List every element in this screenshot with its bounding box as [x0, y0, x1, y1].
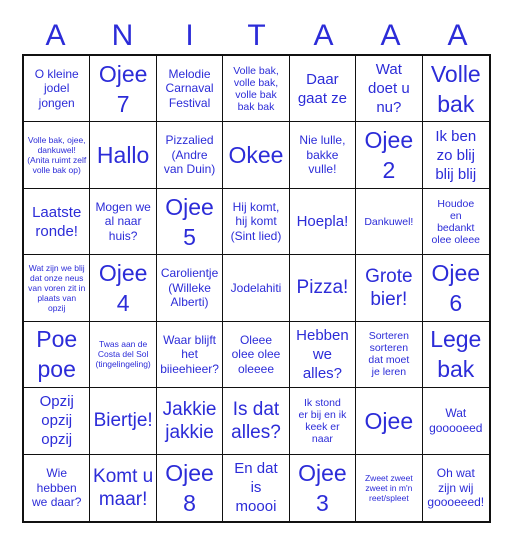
bingo-cell[interactable]: [423, 56, 489, 122]
bingo-cell[interactable]: [290, 255, 356, 321]
bingo-cell-text: Dankuwel!: [364, 215, 414, 228]
bingo-cell-text: Ojee 2: [364, 127, 414, 184]
bingo-cell-text: Wat gooooeed: [429, 406, 483, 435]
bingo-cell[interactable]: [356, 255, 422, 321]
bingo-cell[interactable]: [24, 455, 90, 521]
bingo-cell-text: Ojee 6: [431, 259, 481, 316]
bingo-cell-text: Jodelahiti: [230, 280, 282, 295]
bingo-cell[interactable]: [356, 56, 422, 122]
bingo-cell[interactable]: [423, 255, 489, 321]
bingo-cell[interactable]: [157, 455, 223, 521]
bingo-cell[interactable]: [423, 455, 489, 521]
bingo-cell[interactable]: [356, 455, 422, 521]
bingo-board: [22, 54, 491, 523]
bingo-cell-text: Ik ben zo blij blij blij: [435, 127, 477, 183]
bingo-cell[interactable]: [157, 56, 223, 122]
bingo-cell-text: Is dat alles?: [231, 398, 281, 443]
bingo-cell[interactable]: [356, 189, 422, 255]
bingo-cell-text: Komt u maar!: [93, 465, 154, 510]
bingo-cell[interactable]: [223, 455, 289, 521]
bingo-cell[interactable]: [290, 56, 356, 122]
bingo-cell[interactable]: [423, 322, 489, 388]
bingo-cell-text: Jakkie jakkie: [162, 398, 217, 443]
header-letter: A: [380, 19, 401, 52]
bingo-cell[interactable]: [223, 122, 289, 188]
bingo-cell-text: Ojee 7: [98, 60, 148, 117]
bingo-cell-text: Nie lulle, bakke vulle!: [299, 133, 346, 177]
bingo-cell-text: Hallo: [96, 142, 150, 169]
bingo-cell[interactable]: [90, 388, 156, 454]
bingo-cell[interactable]: [290, 122, 356, 188]
bingo-cell-text: Laatste ronde!: [32, 203, 82, 240]
bingo-header: [22, 18, 491, 54]
bingo-cell[interactable]: [90, 455, 156, 521]
bingo-cell[interactable]: [290, 322, 356, 388]
bingo-cell[interactable]: [356, 322, 422, 388]
bingo-cell[interactable]: [157, 189, 223, 255]
header-letter: A: [447, 19, 468, 52]
bingo-cell[interactable]: [423, 122, 489, 188]
bingo-cell[interactable]: [90, 122, 156, 188]
bingo-cell-text: Daar gaat ze: [297, 70, 348, 107]
bingo-cell-text: O kleine jodel jongen: [34, 66, 79, 110]
bingo-cell-text: Ojee: [364, 407, 414, 434]
bingo-cell[interactable]: [290, 388, 356, 454]
bingo-cell-text: Volle bak, volle bak, volle bak bak bak: [233, 64, 279, 113]
bingo-cell[interactable]: [24, 122, 90, 188]
bingo-cell-text: Volle bak, ojee, dankuwel! (Anita ruimt zelf volle bak op): [27, 135, 87, 176]
bingo-cell-text: Hoepla!: [296, 213, 349, 231]
bingo-cell[interactable]: [157, 388, 223, 454]
bingo-cell-text: Biertje!: [93, 410, 153, 432]
bingo-cell-text: Oleee olee olee oleeee: [231, 332, 281, 376]
bingo-cell-text: Poe poe: [36, 326, 78, 383]
bingo-cell[interactable]: [290, 189, 356, 255]
bingo-cell[interactable]: [24, 56, 90, 122]
bingo-cell-text: Twas aan de Costa del Sol (tingelingeling): [95, 339, 151, 370]
bingo-cell-text: Opzij opzij opzij: [39, 393, 74, 449]
bingo-cell-text: Okee: [228, 142, 284, 169]
bingo-cell-text: Wat zijn we blij dat onze neus van voren zit in plaats van opzij: [28, 262, 86, 313]
bingo-cell[interactable]: [290, 455, 356, 521]
bingo-cell[interactable]: [90, 56, 156, 122]
bingo-cell[interactable]: [90, 255, 156, 321]
bingo-cell-text: Wie hebben we daar?: [32, 466, 82, 510]
bingo-cell-text: Ik stond er bij en ik keek er naar: [298, 396, 347, 445]
bingo-cell[interactable]: [157, 255, 223, 321]
header-letter: A: [313, 19, 334, 52]
bingo-cell-text: Hij komt, hij komt (Sint lied): [230, 199, 282, 243]
bingo-cell[interactable]: [24, 189, 90, 255]
bingo-cell[interactable]: [423, 388, 489, 454]
bingo-cell-text: Houdoe en bedankt olee oleee: [431, 197, 481, 246]
bingo-cell-text: Zweet zweet zweet in m'n reet/spleet: [364, 472, 413, 503]
bingo-cell-text: Sorteren sorteren dat moet je leren: [368, 330, 410, 379]
bingo-cell-text: Ojee 8: [165, 459, 214, 516]
bingo-cell-text: Mogen we al naar huis?: [95, 199, 151, 243]
header-letter: T: [247, 19, 266, 52]
bingo-cell-text: Ojee 3: [298, 459, 347, 516]
bingo-cell[interactable]: [356, 122, 422, 188]
bingo-cell[interactable]: [356, 388, 422, 454]
bingo-cell-text: Volle bak: [430, 60, 481, 117]
bingo-cell[interactable]: [24, 388, 90, 454]
bingo-cell[interactable]: [223, 388, 289, 454]
bingo-cell[interactable]: [90, 322, 156, 388]
bingo-cell-text: Lege bak: [430, 326, 482, 383]
bingo-cell-text: Carolientje (Willeke Alberti): [160, 266, 219, 310]
bingo-cell[interactable]: [157, 322, 223, 388]
bingo-cell[interactable]: [223, 255, 289, 321]
bingo-cell[interactable]: [24, 255, 90, 321]
bingo-cell-text: Melodie Carnaval Festival: [165, 66, 214, 110]
bingo-cell[interactable]: [423, 189, 489, 255]
bingo-cell-text: Pizza!: [296, 277, 349, 299]
bingo-cell-text: Oh wat zijn wij goooeeed!: [427, 466, 485, 510]
bingo-cell-text: Pizzalied (Andre van Duin): [163, 133, 216, 177]
header-letter: I: [185, 19, 194, 52]
header-letter: N: [111, 19, 134, 52]
bingo-cell[interactable]: [90, 189, 156, 255]
bingo-cell-text: Hebben we alles?: [296, 326, 349, 382]
bingo-cell[interactable]: [223, 322, 289, 388]
bingo-cell-text: Ojee 4: [98, 259, 148, 316]
bingo-cell[interactable]: [223, 189, 289, 255]
bingo-cell[interactable]: [223, 56, 289, 122]
bingo-cell-text: Grote bier!: [365, 265, 413, 310]
header-letter: A: [45, 19, 66, 52]
bingo-cell-text: En dat is moooi: [234, 460, 278, 516]
bingo-cell[interactable]: [157, 122, 223, 188]
bingo-cell-text: Ojee 5: [165, 193, 214, 250]
bingo-cell-text: Wat doet u nu?: [367, 61, 410, 117]
bingo-cell[interactable]: [24, 322, 90, 388]
bingo-cell-text: Waar blijft het biieehieer?: [160, 332, 219, 376]
